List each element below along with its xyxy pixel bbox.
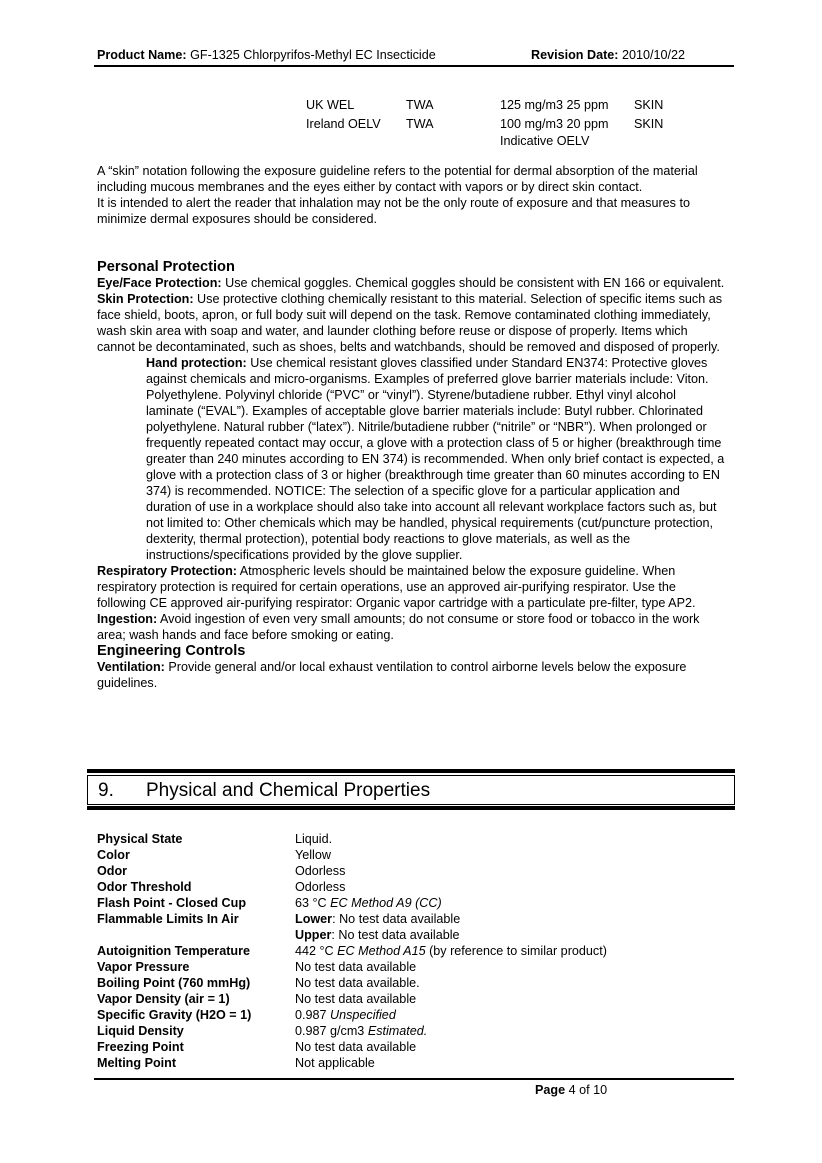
- section-title: Physical and Chemical Properties: [146, 780, 431, 801]
- property-label: Odor: [97, 864, 128, 878]
- hand-protection: Hand protection: Use chemical resistant gloves classified under Standard EN374: Protective gloves against chemicals and micro-organisms. Examples of preferred glove barrier materials include: Viton. Polyethylene. Polyvinyl chloride (“PVC” or “vinyl”). Styrene/butadiene rubber. Ethyl vinyl alcohol laminate (“EVAL”). Examples of acceptable glove barrier materials include: Butyl rubber. Chlorinated polyethylene. Natural rubber (“latex”). Nitrile/butadiene rubber (“nitrile” or “NBR”). When prolonged or frequently repeated contact may occur, a glove with a protection class of 5 or higher (breakthrough time greater than 240 minutes according to EN 374) is recommended. When only brief contact is expected, a glove with a protection class of 3 or higher (breakthrough time greater than 60 minutes according to EN 374) is recommended. NOTICE: The selection of a specific glove for a particular application and duration of use in a workplace should also take into account all relevant workplace factors such as, but not limited to: Other chemicals which may be handled, physical requirements (cut/puncture protection, dexterity, thermal protection), potential body reactions to glove materials, as well as the instructions/specifications provided by the glove supplier.: [146, 356, 725, 562]
- property-label: Liquid Density: [97, 1024, 184, 1038]
- section-rule-bottom: [87, 806, 735, 810]
- footer-rule: [94, 1078, 734, 1080]
- property-value: Not applicable: [295, 1056, 375, 1070]
- property-label: Autoignition Temperature: [97, 944, 250, 958]
- skin-notation-note: [97, 163, 727, 227]
- product-name: Product Name: GF-1325 Chlorpyrifos-Methyl EC Insecticide: [97, 48, 436, 62]
- property-value: Liquid.: [295, 832, 333, 846]
- property-value: Yellow: [295, 848, 331, 862]
- property-label: Freezing Point: [97, 1040, 184, 1054]
- property-value: No test data available: [295, 960, 417, 974]
- property-value: Lower: No test data available: [295, 912, 461, 926]
- property-value: No test data available: [295, 1040, 417, 1054]
- exposure-notation: SKIN: [634, 117, 664, 131]
- page-header: [97, 47, 733, 66]
- property-value: Upper: No test data available: [295, 928, 460, 942]
- exposure-notation: SKIN: [634, 98, 664, 112]
- exposure-list: UK WEL: [306, 98, 355, 112]
- property-label: Vapor Density (air = 1): [97, 992, 230, 1006]
- property-label: Flammable Limits In Air: [97, 912, 239, 926]
- section-rule-top: [87, 769, 735, 773]
- property-value: 63 °C EC Method A9 (CC): [295, 896, 442, 910]
- exposure-type: TWA: [406, 117, 434, 131]
- page-number: Page 4 of 10: [535, 1083, 608, 1097]
- property-label: Melting Point: [97, 1056, 177, 1070]
- property-label: Specific Gravity (H2O = 1): [97, 1008, 252, 1022]
- ingestion: Ingestion: Avoid ingestion of even very small amounts; do not consume or store food or tobacco in the work area; wash hands and face before smoking or eating.: [97, 612, 700, 642]
- property-label: Flash Point - Closed Cup: [97, 896, 247, 910]
- header-rule: [94, 65, 734, 67]
- property-value: No test data available: [295, 992, 417, 1006]
- skin-note-paragraph: A “skin” notation following the exposure guideline refers to the potential for dermal absorption of the material including mucous membranes and the eyes either by contact with vapors or by direct skin contact.: [97, 164, 698, 194]
- exposure-value: 125 mg/m3 25 ppm: [500, 98, 609, 112]
- exposure-subnote: Indicative OELV: [500, 134, 590, 148]
- respiratory-protection: Respiratory Protection: Atmospheric levels should be maintained below the exposure guideline. When respiratory protection is required for certain operations, use an approved air-purifying respirator. Use the following CE approved air-purifying respirator: Organic vapor cartridge with a particulate pre-filter, type AP2.: [97, 564, 696, 610]
- property-label: Color: [97, 848, 130, 862]
- property-value: Odorless: [295, 880, 346, 894]
- exposure-list: Ireland OELV: [306, 117, 381, 131]
- skin-protection: Skin Protection: Use protective clothing chemically resistant to this material. Selection of specific items such as face shield, boots, apron, or full body suit will depend on the task. Remove contaminated clothing immediately, wash skin area with soap and water, and launder clothing before reuse or dispose of properly. Items which cannot be decontaminated, such as shoes, belts and watchbands, should be removed and disposed of properly.: [97, 292, 723, 354]
- section-number: 9.: [98, 780, 114, 801]
- property-label: Odor Threshold: [97, 880, 192, 894]
- exposure-type: TWA: [406, 98, 434, 112]
- eye-protection: Eye/Face Protection: Use chemical goggles. Chemical goggles should be consistent with EN 166 or equivalent.: [97, 276, 725, 290]
- skin-note-paragraph: It is intended to alert the reader that inhalation may not be the only route of exposure and that measures to minimize dermal exposures should be considered.: [97, 196, 690, 226]
- property-value: Odorless: [295, 864, 346, 878]
- property-value: 0.987 g/cm3 Estimated.: [295, 1024, 428, 1038]
- property-label: Vapor Pressure: [97, 960, 190, 974]
- property-value: 0.987 Unspecified: [295, 1008, 396, 1022]
- property-value: No test data available.: [295, 976, 420, 990]
- exposure-value: 100 mg/m3 20 ppm: [500, 117, 609, 131]
- revision-date: Revision Date: 2010/10/22: [531, 48, 686, 62]
- personal-protection-section: [97, 259, 725, 691]
- personal-protection-heading: Personal Protection: [97, 259, 235, 275]
- property-label: Boiling Point (760 mmHg): [97, 976, 251, 990]
- property-value: 442 °C EC Method A15 (by reference to similar product): [295, 944, 607, 958]
- property-label: Physical State: [97, 832, 183, 846]
- ventilation: Ventilation: Provide general and/or local exhaust ventilation to control airborne levels below the exposure guidelines.: [97, 660, 687, 690]
- section-9-heading: [87, 775, 735, 805]
- engineering-controls-heading: Engineering Controls: [97, 643, 246, 659]
